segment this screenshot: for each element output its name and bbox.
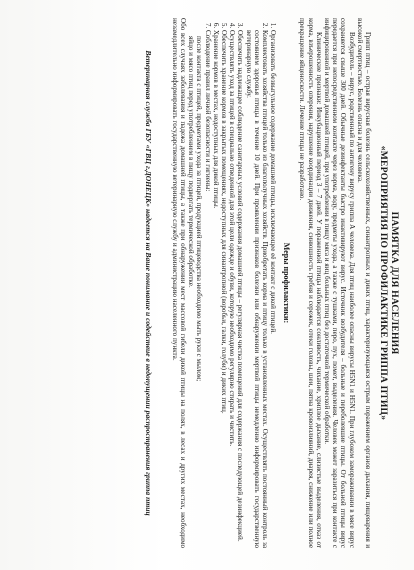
measure-item: 6. Хранение кормов в местах, недоступных для дикой птицы. <box>212 30 220 548</box>
document-title: ПАМЯТКА ДЛЯ НАСЕЛЕНИЯ <box>389 211 400 355</box>
measure-item: 1. Организовать безвыгульное содержание домашней птицы, исключающее её контакт с дикой птицей. <box>269 30 277 548</box>
measures-list <box>203 18 277 548</box>
measure-sub-item: после контакта с птицей, предметами ухода за птицей, продукцией птицеводства необходимо мыть руки с мылом; <box>195 36 204 382</box>
measure-item: 3. Обеспечить надлежащее соблюдение санитарных условий содержания домашней птицы – регулярная чистка помещений для содержания с последующей дезинфекцией. <box>236 30 244 548</box>
measures-title: Меры профилактики: <box>282 242 292 324</box>
measure-item: 2. Комплектовать хозяйства птицей только из благополучных хозяйств. Приобретать корма и птицу только в установленных местах. Осуществлять постоянный контроль за состоянием здоровья птицы в течение 10 дней. При проявлении признаков болезни или обнаружении мертвой птицы немедленно информировать государственную ветеринарную службу. <box>244 30 269 548</box>
measure-item: 7. Соблюдение правил личной безопасности и гигиены: <box>203 30 211 548</box>
footer-note: Ветеринарная служба ГБУ «ГВЦ г.ДОНЕЦК» надеется на Ваше понимание и содействие в недопущении распространения гриппа птиц <box>143 50 153 516</box>
intro-paragraph-2: Возбудитель – вирус, родственный по антигену вирусу гриппа А человека. Для птиц наиболее опасны вирусы H5N1 и H5N1. При глубоком замораживании в мясе вирус сохраняется свыше 300 дней. Обычные дезинфектанты быстро инактивируют вирус. Источник возбудителя – больные и переболевшие птицы. От больной птицы вирус передается при непосредственном контакте через корма, воду, предметы ухода, а также с тушками, перо, пух, помет, выделения. Человек может заразиться при контакте с инфицированной и мертвой домашней птицей, при употреблении в пищу мяса и яиц больных птиц без достаточной термической обработки. <box>322 18 356 548</box>
measure-item-7: Обо всех случаях заболевания и падежа домашней птицы, а также при обнаружении мест массовой гибели дикой птицы на полях, в лесах и других местах, необходимо незамедлительно информировать государственную ветеринарную службу и администрацию населенного пункта. <box>170 18 187 548</box>
measure-sub-item: яйцо и мясо птиц перед употреблением в пищу подвергать термической обработке. <box>187 36 196 288</box>
measure-item: 5. Обеспечить хранение кормов в закрытых помещениях, недоступных для синантропной (воробьи, галки, голуби) и диких птиц. <box>220 30 228 548</box>
document-subtitle: «МЕРОПРИЯТИЯ ПО ПРОФИЛАКТИКЕ ГРИППА ПТИЦ» <box>378 145 389 421</box>
measure-item: 4. Осуществлять уход за птицей в специально отведенной для этой цели одежде и обуви, которую необходимо регулярно стирать и чистить. <box>228 30 236 548</box>
intro-paragraph-1: Грипп птиц – острая вирусная болезнь сельскохозяйственных, синантропных и диких птиц, характеризующаяся острым поражением органов дыхания, пищеварения и высокой смертностью. Болезнь опасна и для человека. <box>355 18 372 548</box>
intro-paragraph-3: Клинические признаки: Инкубационный период 3 – 7 дней. У пораженной птицы наблюдается сонливость, чихание, хриплое дыхание, слизистые выделения, отказ от корма, взъерошенность оперения, нарушение координации движения, синюшность гребня и сережек, отеки головы, шеи, пятна кровоизлияний, диарея, снижение или полное прекращение яйценоскости. Лечение птицы не разработано. <box>298 18 323 548</box>
